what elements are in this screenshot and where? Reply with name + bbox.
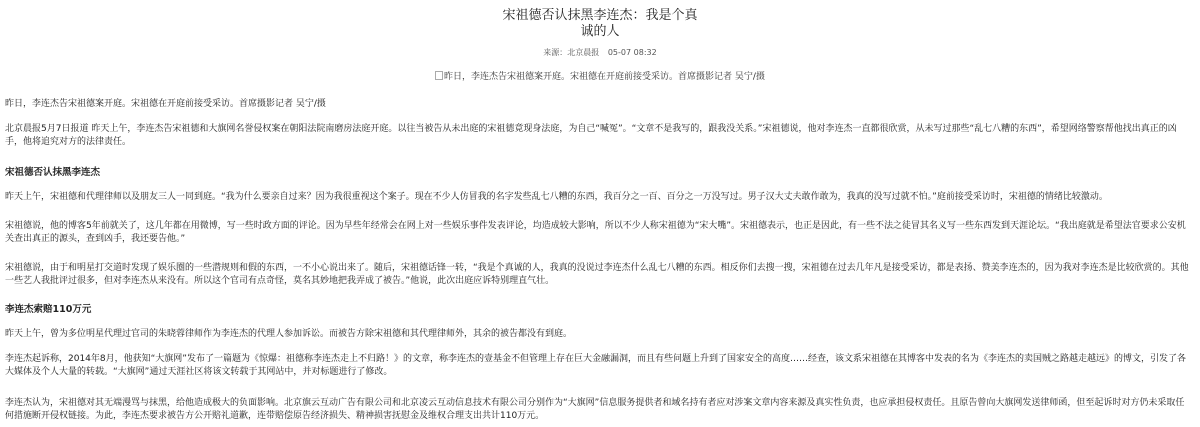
paragraph-8: 李连杰认为，宋祖德对其无端漫骂与抹黑，给他造成极大的负面影响。北京旗云互动广告有限公司和北京凌云互动信息技术有限公司分别作为“大旗网”信息服务提供者和域名持有者应对涉案文章内容来源及真实性负责，也应承担侵权责任。且原告曾向大旗网发送律师函，但至起诉时对方仍未采取任何措施断开侵权链接。为此，李连杰要求被告方公开赔礼道歉，连带赔偿原告经济损失、精神损害抚慰金及维权合理支出共计110万元。 <box>5 398 1185 421</box>
article-title-line2: 诚的人 <box>580 24 620 39</box>
section-heading-2: 李连杰索赔110万元 <box>5 304 92 315</box>
paragraph-6: 昨天上午，曾为多位明星代理过官司的朱晓蓉律师作为李连杰的代理人参加诉讼。而被告方除宋祖德和其代理律师外，其余的被告都没有到庭。 <box>5 329 573 339</box>
broken-image-icon <box>435 71 443 80</box>
paragraph-3: 昨天上午，宋祖德和代理律师以及朋友三人一同到庭。“我为什么要亲自过来？因为我很重视这个案子。现在不少人仿冒我的名字发些乱七八糟的东西，我百分之一百、百分之一万没写过。男子汉大丈夫敢作敢为，我真的没写过就不怕。”庭前接受采访时，宋祖德的情绪比较激动。 <box>5 192 1108 202</box>
paragraph-1: 昨日，李连杰告宋祖德案开庭。宋祖德在开庭前接受采访。首席摄影记者 吴宁/摄 <box>5 99 326 109</box>
article-source: 来源：北京晨报 <box>543 48 600 57</box>
paragraph-4: 宋祖德说，他的博客5年前就关了，这几年都在用微博，写一些时政方面的评论。因为早些年经常会在网上对一些娱乐事件发表评论，均造成较大影响，所以不少人称宋祖德为“宋大嘴”。宋祖德表示，也正是因此，有一些不法之徒冒其名义写一些东西发到天涯论坛。“我出庭就是希望法官要求公安机关查出真正的源头，查到凶手，我还要告他。” <box>5 221 1186 244</box>
section-heading-1: 宋祖德否认抹黑李连杰 <box>5 167 101 178</box>
article-time: 05-07 08:32 <box>607 48 657 57</box>
article-meta <box>0 47 1200 59</box>
paragraph-7: 李连杰起诉称，2014年8月，他获知“大旗网”发布了一篇题为《惊爆：祖德称李连杰走上不归路！》的文章，称李连杰的壹基金不但管理上存在巨大金融漏洞，而且有些问题上升到了国家安全的高度……经查，该文系宋祖德在其博客中发表的名为《李连杰的卖国贼之路越走越远》的博文，引发了各大媒体及个人大量的转载。“大旗网”通过天涯社区将该文转载于其网站中，并对标题进行了修改。 <box>5 354 1186 377</box>
paragraph-5: 宋祖德说，由于和明星打交道时发现了娱乐圈的一些潜规则和假的东西，一不小心说出来了。随后，宋祖德话锋一转，“我是个真诚的人，我真的没说过李连杰什么乱七八糟的东西。相反你们去搜一搜，宋祖德在过去几年凡是接受采访，都是表扬、赞美李连杰的，因为我对李连杰是比较欣赏的。其他一些艺人我批评过很多，但对李连杰从来没有。所以这个官司有点奇怪，莫名其妙地把我弄成了被告。”他说，此次出庭应诉特别理直气壮。 <box>5 263 1189 286</box>
article-title <box>0 0 1200 40</box>
article-title-line1: 宋祖德否认抹黑李连杰：我是个真 <box>502 8 698 23</box>
article-image-alt: 昨日，李连杰告宋祖德案开庭。宋祖德在开庭前接受采访。首席摄影记者 吴宁/摄 <box>444 72 765 82</box>
article-image <box>0 71 1200 83</box>
paragraph-2: 北京晨报5月7日报道 昨天上午，李连杰告宋祖德和大旗网名誉侵权案在朝阳法院南磨房法庭开庭。以往当被告从未出庭的宋祖德竟现身法庭，为自己“喊冤”。“文章不是我写的，跟我没关系。”宋祖德说，他对李连杰一直都很欣赏，从未写过那些“乱七八糟的东西”，希望网络警察帮他找出真正的凶手，他将追究对方的法律责任。 <box>5 124 1177 147</box>
